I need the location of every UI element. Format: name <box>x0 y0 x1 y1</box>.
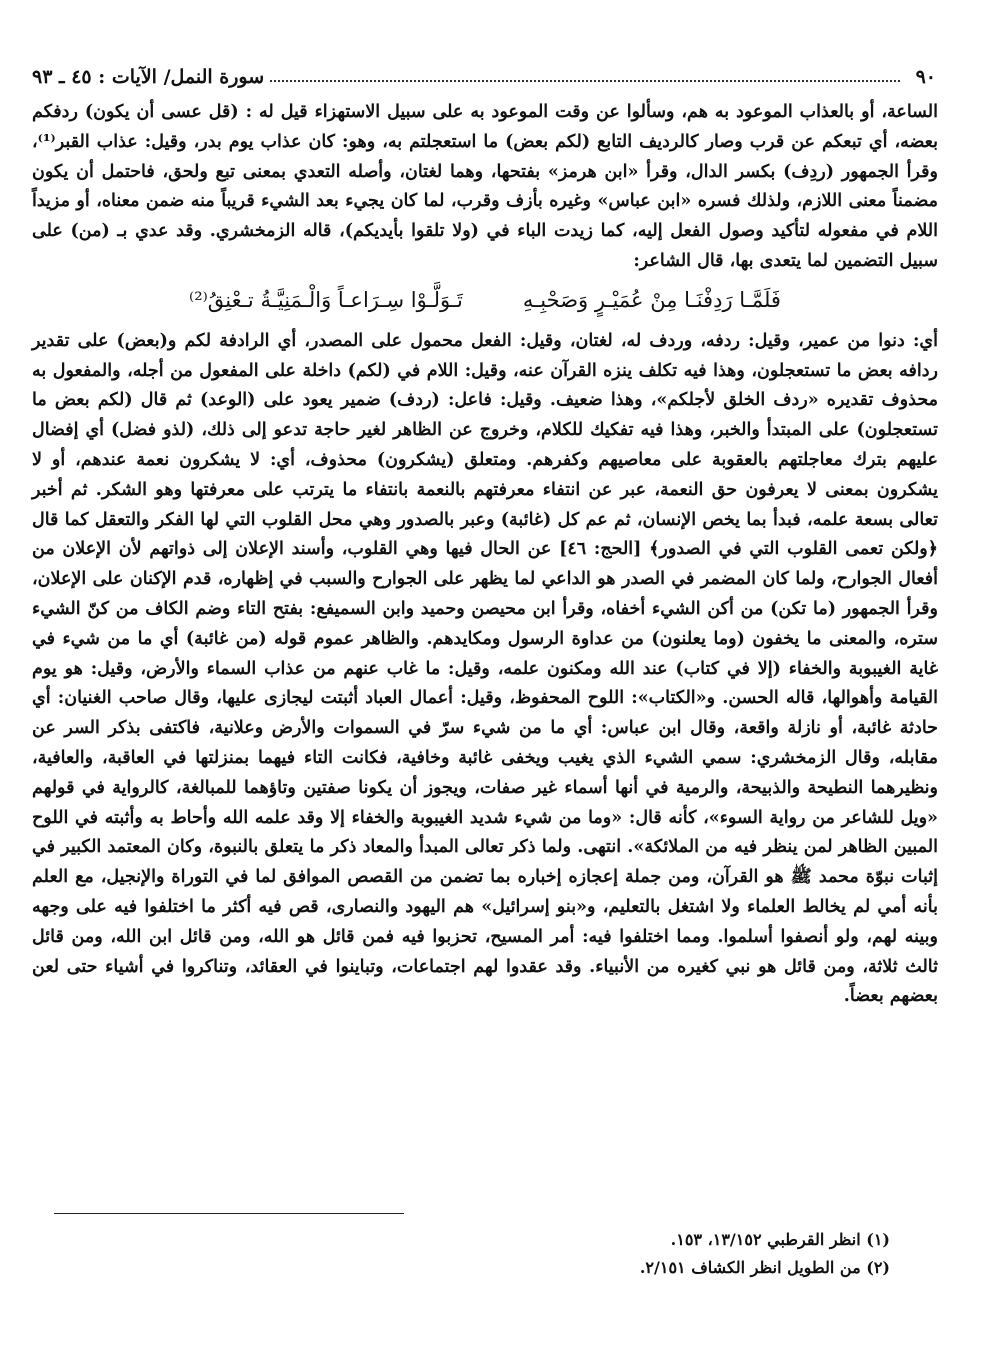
surah-title: سورة النمل/ الآيات : ٤٥ ـ ٩٣ <box>32 66 265 88</box>
poetry-verse <box>32 281 938 319</box>
footnote-2: (٢) من الطويل انظر الكشاف ٢/١٥١. <box>639 1258 890 1277</box>
footnote-divider <box>54 1213 404 1214</box>
paragraph-1: الساعة، أو بالعذاب الموعود به هم، وسألوا عن وقت الموعود به على سبيل الاستهزاء قيل له : (قل عسى أن يكون) ردفكم بعضه، أي تبعكم عن قرب وصار كالرديف التابع (لكم بعض) ما استعجلتم به، وهو: كان عذاب يوم بدر، وقيل: عذاب القبر⁽¹⁾، وقرأ الجمهور (ردِف) بكسر الدال، وقرأ «ابن هرمز» بفتحها، وهما لغتان، وأصله التعدي بمعنى تبع ولحق، فاحتمل أن يكون مضمناً معنى اللازم، ولذلك فسره «ابن عباس» وغيره بأزف وقرب، لما كان يجيء بعد الشيء قريباً منه ضمن معناه، أو مزيداً اللام في مفعوله لتأكيد وصول الفعل إليه، كما زيدت الباء في (ولا تلقوا بأيديكم)، قاله الزمخشري. وقد عدي بـ (من) على سبيل التضمين لما يتعدى بها، قال الشاعر: <box>32 102 938 271</box>
footnotes <box>32 1226 890 1282</box>
page-number: ٩٠ <box>915 66 936 88</box>
page-header <box>32 62 936 92</box>
verse-second-hemistich: تَـوَلَّـوْا سِـرَاعـاً وَالْـمَنِيَّـةُ تـعْنِقُ⁽²⁾ <box>189 287 463 312</box>
verse-first-hemistich: فَلَمَّـا رَدِفْنَـا مِنْ عُمَيْـرٍ وَصَحْبِـهِ <box>522 287 781 312</box>
header-dotted-leader <box>270 80 899 82</box>
footnote-1: (١) انظر القرطبي ١٣/١٥٢، ١٥٣. <box>670 1230 890 1249</box>
paragraph-2: أي: دنوا من عمير، وقيل: ردفه، وردف له، لغتان، وقيل: الفعل محمول على المصدر، أي الرادفة لكم و(بعض) على تقدير ردافه بعض ما تستعجلون، وهذا فيه تكلف ينزه القرآن عنه، وقيل: اللام في (لكم) داخلة على المفعول من أجله، والمفعول به محذوف تقديره «ردف الخلق لأجلكم»، وهذا ضعيف. وقيل: فاعل: (ردف) ضمير يعود على (الوعد) ثم قال (لكم بعض ما تستعجلون) على المبتدأ والخبر، وهذا فيه تفكيك للكلام، وخروج عن الظاهر لغير حاجة تدعو إلى ذلك، (لذو فضل) أي إفضال عليهم بترك معاجلتهم بالعقوبة على معاصيهم وكفرهم. ومتعلق (يشكرون) محذوف، أي: لا يشكرون نعمة عندهم، أو لا يشكرون بمعنى لا يعرفون حق النعمة، عبر عن انتفاء معرفتهم بالنعمة بانتفاء ما يترتب على معرفتها وهو الشكر. ثم أخبر تعالى بسعة علمه، فبدأ بما يخص الإنسان، ثم عم كل (غائبة) وعبر بالصدور وهي محل القلوب التي لها الفكر والتعقل كما قال ﴿ولكن تعمى القلوب التي في الصدور﴾ [الحج: ٤٦] عن الحال فيها وهي القلوب، وأسند الإعلان إلى ذواتهم لأن الإعلان من أفعال الجوارح، ولما كان المضمر في الصدر هو الداعي لما يظهر على الجوارح والسبب في إظهاره، قدم الإكنان على الإعلان، وقرأ الجمهور (ما تكن) من أكن الشيء أخفاه، وقرأ ابن محيصن وحميد وابن السميفع: بفتح التاء وضم الكاف من كنّ الشيء ستره، والمعنى ما يخفون (وما يعلنون) من عداوة الرسول ومكايدهم. والظاهر عموم قوله (من غائبة) أي ما من شيء في غاية الغيبوبة والخفاء (إلا في كتاب) عند الله ومكنون علمه، وقيل: ما غاب عنهم من عذاب السماء والأرض، وقيل: هو يوم القيامة وأهوالها، قاله الحسن. و«الكتاب»: اللوح المحفوظ، وقيل: أعمال العباد أثبتت ليجازى عليها، وقال صاحب الغنيان: أي حادثة غائبة، أو نازلة واقعة، وقال ابن عباس: أي ما من شيء سرّ في السموات والأرض وعلانية، فاكتفى بذكر السر عن مقابله، وقال الزمخشري: سمي الشيء الذي يغيب ويخفى غائبة وخافية، فكانت التاء فيهما بمنزلتها في العاقبة، والعافية، ونظيرهما النطيحة والذبيحة، والرمية في أنها أسماء غير صفات، ويجوز أن يكونا صفتين وتاؤهما للمبالغة، كالرواية في قولهم «ويل للشاعر من رواية السوء»، كأنه قال: «وما من شيء شديد الغيبوبة والخفاء إلا وقد علمه الله وأحاط به وأثبته في اللوح المبين الظاهر لمن ينظر فيه من الملائكة». انتهى. ولما ذكر تعالى المبدأ والمعاد ذكر ما يتعلق بالنبوة، وكان المعتمد الكبير في إثبات نبوّة محمد ﷺ هو القرآن، ومن جملة إعجازه إخباره بما تضمن من القصص الموافق لما في التوراة والإنجيل، مع العلم بأنه أمي لم يخالط العلماء ولا اشتغل بالتعليم، و«بنو إسرائيل» هم اليهود والنصارى، قص فيه أكثر ما اختلفوا فيه على وجهه وبينه لهم، ولو أنصفوا أسلموا. ومما اختلفوا فيه: أمر المسيح، تحزبوا فيه فمن قائل هو الله، ومن قائل ابن الله، ومن قائل ثالث ثلاثة، ومن قائل هو نبي كغيره من الأنبياء. وقد عقدوا لهم اجتماعات، وتباينوا في العقائد، وتناكروا في أشياء حتى لعن بعضهم بعضاً. <box>32 330 938 1007</box>
main-text <box>32 98 938 1012</box>
